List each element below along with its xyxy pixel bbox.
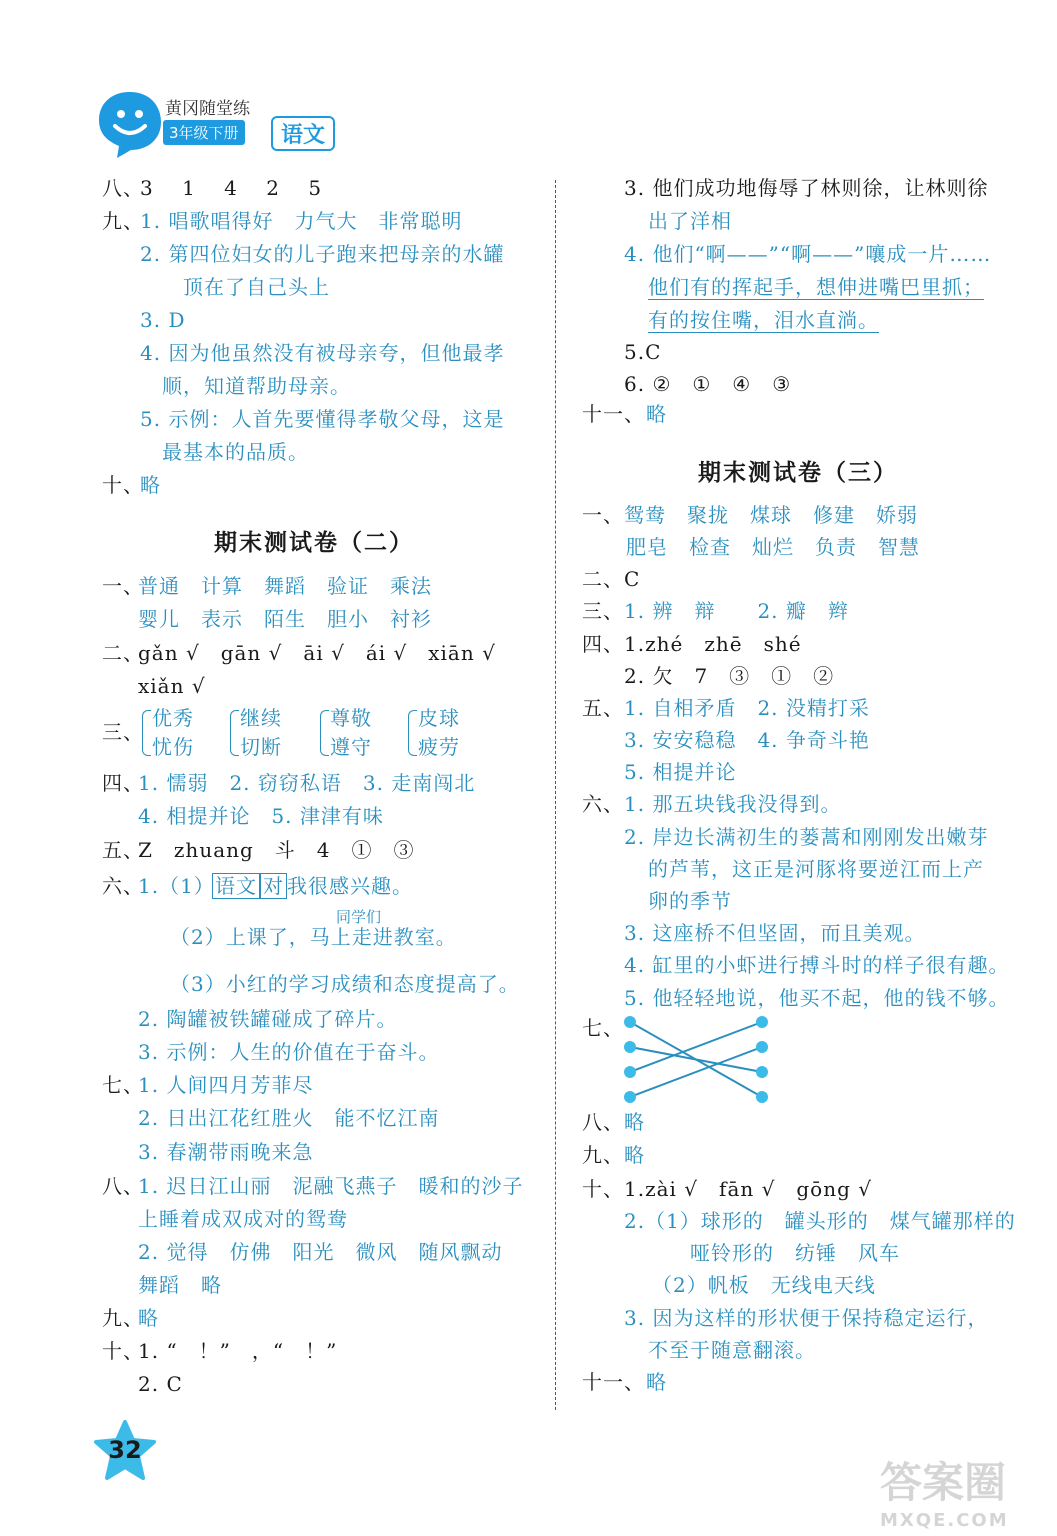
exam2-title: 期末测试卷（二） bbox=[214, 529, 414, 556]
answer-line: 2. 岸边长满初生的蒌蒿和刚刚发出嫩芽 bbox=[624, 825, 989, 849]
question-number: 三、 bbox=[102, 720, 144, 744]
match-dot bbox=[756, 1041, 768, 1053]
answer-line: 卵的季节 bbox=[648, 889, 732, 913]
answer-line: 鸳鸯 聚拢 煤球 修建 娇弱 bbox=[624, 503, 918, 527]
answer-line: 5. 他轻轻地说，他买不起，他的钱不够。 bbox=[624, 986, 1010, 1010]
match-line bbox=[630, 1047, 762, 1072]
answer-line: 4. 他们“啊——”“啊——”嚷成一片…… bbox=[624, 242, 992, 266]
answer-line: 2.（1）球形的 罐头形的 煤气罐那样的 bbox=[624, 1209, 1016, 1233]
answer-line: 4. 因为他虽然没有被母亲夸，但他最孝 bbox=[140, 341, 505, 365]
question-number: 九、 bbox=[102, 1306, 144, 1330]
answer-line: 1. 自相矛盾 2. 没精打采 bbox=[624, 696, 870, 720]
answer-line: 普通 计算 舞蹈 验证 乘法 bbox=[138, 574, 432, 598]
answer-line: 3. 春潮带雨晚来急 bbox=[138, 1140, 314, 1164]
question-number: 十、 bbox=[102, 473, 144, 497]
question-number: 四、 bbox=[582, 632, 624, 656]
question-number: 十一、 bbox=[582, 1370, 645, 1394]
word-pair-item: 优秀 bbox=[152, 706, 194, 730]
answer-line: 略 bbox=[646, 1370, 667, 1394]
answer-line: 4. 缸里的小虾进行搏斗时的样子很有趣。 bbox=[624, 953, 1010, 977]
brand-name: 黄冈随堂练 bbox=[165, 99, 250, 119]
match-dot bbox=[756, 1091, 768, 1103]
question-number: 七、 bbox=[582, 1016, 624, 1040]
answer-line: 4. 相提并论 5. 津津有味 bbox=[138, 804, 384, 828]
answer-line: 舞蹈 略 bbox=[138, 1273, 222, 1297]
answer-line: 1.（1） bbox=[138, 874, 215, 898]
question-number: 三、 bbox=[582, 599, 624, 623]
answer-line: 略 bbox=[646, 402, 667, 426]
answer-line: 上睡着成双成对的鸳鸯 bbox=[138, 1207, 348, 1231]
question-number: 八、 bbox=[102, 1174, 144, 1198]
question-number: 十、 bbox=[102, 1339, 144, 1363]
match-line bbox=[630, 1022, 762, 1072]
question-number: 九、 bbox=[102, 209, 144, 233]
question-number: 八、 bbox=[582, 1110, 624, 1134]
answer-line: 1. “ ！” ，“ ！” bbox=[138, 1339, 338, 1363]
answer-line: 1.zài √ fān √ gōng √ bbox=[624, 1177, 872, 1201]
watermark bbox=[880, 1450, 1050, 1530]
brace bbox=[408, 710, 417, 756]
word-pair-item: 皮球 bbox=[418, 706, 460, 730]
boxed-word: 语文 bbox=[212, 873, 260, 899]
q6-sentence bbox=[212, 874, 413, 898]
answer-line: 的芦苇，这正是河豚将要逆江而上产 bbox=[648, 857, 984, 881]
answer-line: 顺，知道帮助母亲。 bbox=[162, 374, 351, 398]
match-dot bbox=[624, 1066, 636, 1078]
question-number: 十一、 bbox=[582, 402, 645, 426]
question-number: 七、 bbox=[102, 1073, 144, 1097]
word-pair-item: 尊敬 bbox=[330, 706, 372, 730]
answer-line: 顶在了自己头上 bbox=[162, 275, 330, 299]
question-number: 一、 bbox=[102, 574, 144, 598]
answer-line: 1. 懦弱 2. 窃窃私语 3. 走南闯北 bbox=[138, 771, 476, 795]
answer-line: 1. 迟日江山丽 泥融飞燕子 暖和的沙子 bbox=[138, 1174, 524, 1198]
answer-line: （2）上课了，马上走进教室。 bbox=[170, 925, 457, 949]
answer-line: 2. C bbox=[138, 1372, 183, 1396]
question-number: 八、 bbox=[102, 176, 144, 200]
answer-line: 略 bbox=[138, 1306, 159, 1330]
question-number: 六、 bbox=[102, 874, 144, 898]
watermark-top: 答案圈 bbox=[880, 1458, 1007, 1507]
page-number-badge bbox=[92, 1420, 158, 1482]
answer-line: 哑铃形的 纺锤 风车 bbox=[648, 1241, 900, 1265]
answer-line: gǎn √ gān √ āi √ ái √ xiān √ bbox=[138, 641, 496, 665]
matching-lines bbox=[620, 1012, 780, 1108]
answer-line: 5. 相提并论 bbox=[624, 760, 737, 784]
question-number: 二、 bbox=[102, 641, 144, 665]
match-dot bbox=[624, 1016, 636, 1028]
answer-line: 2. 第四位妇女的儿子跑来把母亲的水罐 bbox=[140, 242, 505, 266]
answer-line: C bbox=[624, 567, 641, 591]
match-dot bbox=[624, 1041, 636, 1053]
match-dot bbox=[756, 1066, 768, 1078]
question-number: 九、 bbox=[582, 1143, 624, 1167]
answer-line: 略 bbox=[140, 473, 161, 497]
answer-line: 2. 日出江花红胜火 能不忆江南 bbox=[138, 1106, 440, 1130]
match-dot bbox=[756, 1016, 768, 1028]
answer-line: 他们有的挥起手，想伸进嘴巴里抓； bbox=[648, 275, 984, 299]
grade-label: 3年级下册 bbox=[163, 120, 245, 145]
answer-line: 婴儿 表示 陌生 胆小 衬衫 bbox=[138, 607, 432, 631]
answer-line: 3. 他们成功地侮辱了林则徐，让林则徐 bbox=[624, 176, 989, 200]
logo bbox=[95, 88, 345, 160]
answer-line: 1. 唱歌唱得好 力气大 非常聪明 bbox=[140, 209, 463, 233]
brace bbox=[230, 710, 239, 756]
answer-line: 5. 示例：人首先要懂得孝敬父母，这是 bbox=[140, 407, 505, 431]
word-pair-item: 忧伤 bbox=[152, 735, 194, 759]
match-dot bbox=[624, 1091, 636, 1103]
answer-line: 肥皂 检查 灿烂 负责 智慧 bbox=[626, 535, 920, 559]
page-number: 32 bbox=[108, 1436, 142, 1464]
answer-line: 略 bbox=[624, 1110, 645, 1134]
answer-line: 6. ② ① ④ ③ bbox=[624, 372, 792, 396]
question-number: 十、 bbox=[582, 1177, 624, 1201]
answer-line: 1. 人间四月芳菲尽 bbox=[138, 1073, 314, 1097]
answer-line: （3）小红的学习成绩和态度提高了。 bbox=[170, 972, 520, 996]
inserted-word: 同学们 bbox=[336, 908, 382, 926]
question-number: 五、 bbox=[102, 838, 144, 862]
question-number: 二、 bbox=[582, 567, 624, 591]
marked-word: 对 bbox=[260, 873, 287, 899]
answer-line: 3. 因为这样的形状便于保持稳定运行， bbox=[624, 1306, 989, 1330]
answer-line: 不至于随意翻滚。 bbox=[648, 1338, 816, 1362]
brace bbox=[142, 710, 151, 756]
answer-line: 2. 欠 7 ③ ① ② bbox=[624, 664, 835, 688]
answer-line: 3. 安安稳稳 4. 争奇斗艳 bbox=[624, 728, 870, 752]
sentence-rest: 我很感兴趣。 bbox=[287, 874, 413, 898]
column-divider bbox=[555, 180, 556, 1410]
question-number: 四、 bbox=[102, 771, 144, 795]
answer-line: 3. D bbox=[140, 308, 186, 332]
answer-line: 最基本的品质。 bbox=[162, 440, 309, 464]
watermark-bottom: MXQE.COM bbox=[880, 1510, 1009, 1531]
word-pair-item: 切断 bbox=[240, 735, 282, 759]
answer-line: 略 bbox=[624, 1143, 645, 1167]
answer-line: 5.C bbox=[624, 340, 662, 364]
word-pair-item: 疲劳 bbox=[418, 735, 460, 759]
match-line bbox=[630, 1047, 762, 1097]
answer-line: 3. 示例：人生的价值在于奋斗。 bbox=[138, 1040, 440, 1064]
question-number: 五、 bbox=[582, 696, 624, 720]
answer-line: Z zhuang 斗 4 ① ③ bbox=[138, 838, 415, 862]
question-number: 一、 bbox=[582, 503, 624, 527]
answer-line: 2. 觉得 仿佛 阳光 微风 随风飘动 bbox=[138, 1240, 503, 1264]
answer-line: xiǎn √ bbox=[138, 674, 206, 698]
question-number: 六、 bbox=[582, 792, 624, 816]
smiley-icon bbox=[95, 88, 165, 160]
exam3-title: 期末测试卷（三） bbox=[698, 459, 898, 486]
word-pair-item: 遵守 bbox=[330, 735, 372, 759]
answer-line: （2）帆板 无线电天线 bbox=[652, 1273, 876, 1297]
answer-line: 1. 那五块钱我没得到。 bbox=[624, 792, 842, 816]
answer-line: 出了洋相 bbox=[648, 209, 732, 233]
answer-line: 3. 这座桥不但坚固，而且美观。 bbox=[624, 921, 926, 945]
answer-line: 3 1 4 2 5 bbox=[140, 176, 323, 200]
word-pair-item: 继续 bbox=[240, 706, 282, 730]
subject-label: 语文 bbox=[271, 116, 335, 151]
answer-line: 1. 辨 辩 2. 瓣 辫 bbox=[624, 599, 849, 623]
answer-line: 2. 陶罐被铁罐碰成了碎片。 bbox=[138, 1007, 398, 1031]
answer-line: 1.zhé zhē shé bbox=[624, 632, 802, 656]
brace bbox=[320, 710, 329, 756]
answer-line: 有的按住嘴，泪水直淌。 bbox=[648, 308, 879, 332]
